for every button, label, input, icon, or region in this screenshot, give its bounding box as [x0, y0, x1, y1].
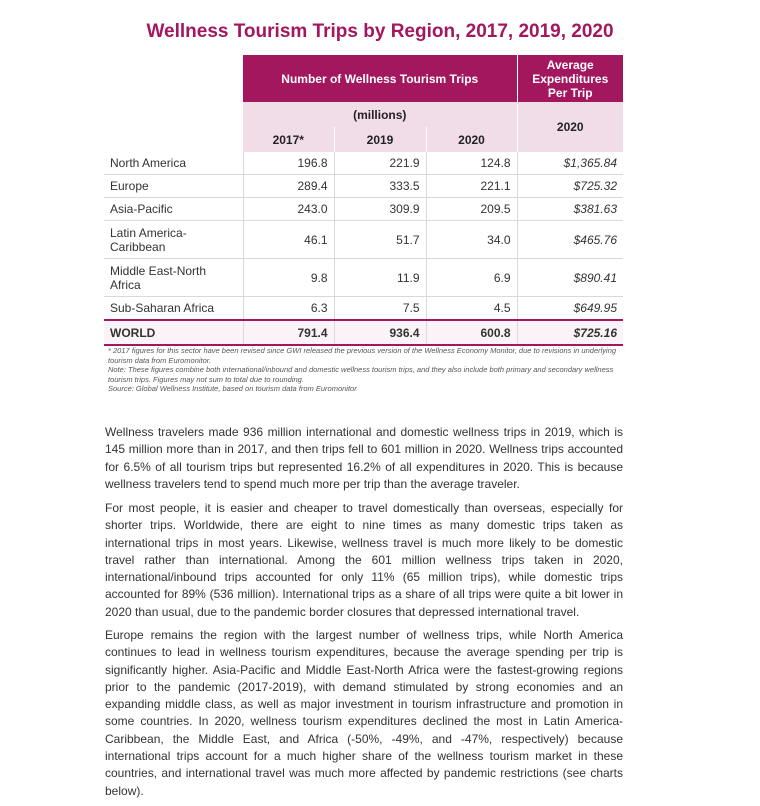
body-paragraph: Wellness travelers made 936 million international and domestic wellness trips in 2019, which is 145 million more than in 2017, and then trips fell to 601 million in 2020. Wellness trips accounted for 6.5% of all tourism trips but represented 16.2% of all expenditures in 2020. This is because wellness travelers tend to spend much more per trip than the average traveler.: [105, 425, 623, 491]
header-avg: Average Expenditures Per Trip: [517, 55, 623, 102]
region-label: Middle East-North Africa: [104, 259, 243, 297]
region-label: Sub-Saharan Africa: [104, 297, 243, 321]
value-2017: 9.8: [243, 259, 334, 297]
value-2020: 34.0: [426, 221, 517, 259]
value-avg: $649.95: [517, 297, 623, 321]
header-units: (millions): [243, 102, 517, 127]
body-paragraph: For most people, it is easier and cheaper to travel domestically than overseas, especially for shorter trips. Worldwide, there are eight to nine times as many domestic trips taken as international trips in most years. Likewise, wellness travel is much more likely to be domestic travel rather than international. Among the 601 million wellness trips taken in 2020, international/inbound trips accounted for only 11% (65 million trips), while domestic trips accounted for 89% (536 million). International trips as a share of all trips were quite a bit lower in 2020 than usual, due to the pandemic border closures that depressed international travel.: [105, 501, 623, 619]
value-2017: 196.8: [243, 152, 334, 175]
value-2020: 124.8: [426, 152, 517, 175]
region-label: Latin America-Caribbean: [104, 221, 243, 259]
value-2020: 4.5: [426, 297, 517, 321]
value-2020: 209.5: [426, 198, 517, 221]
value-avg: $725.16: [517, 320, 623, 345]
page-title: Wellness Tourism Trips by Region, 2017, 2019, 2020: [146, 21, 614, 42]
region-label: Europe: [104, 175, 243, 198]
value-avg: $725.32: [517, 175, 623, 198]
value-2020: 221.1: [426, 175, 517, 198]
value-avg: $381.63: [517, 198, 623, 221]
footnote-revision: * 2017 figures for this sector have been revised since GWI released the previous version of the Wellness Economy Monitor, due to revisions in underlying tourism data from Euromonitor.: [108, 346, 617, 365]
footnote-note: Note: These figures combine both international/inbound and domestic wellness tourism trips, and they also include both primary and secondary wellness tourism trips. Figures may not sum to total due to rounding.: [108, 365, 614, 384]
value-2017: 243.0: [243, 198, 334, 221]
body-paragraph: Europe remains the region with the largest number of wellness trips, while North America continues to lead in wellness tourism expenditures, because the average spending per trip is significantly higher. Asia-Pacific and Middle East-North Africa were the fastest-growing regions prior to the pandemic (2017-2019), with demand stimulated by strong economies and an expanding middle class, as well as major investment in tourism infrastructure and promotion in some countries. In 2020, wellness tourism expenditures declined the most in Latin America-Caribbean, the Middle East, and Africa (-50%, -49%, and -47%, respectively) because international trips account for a much higher share of the wellness tourism market in these countries, and international travel was much more affected by pandemic restrictions (see charts below).: [105, 628, 623, 798]
value-2020: 600.8: [426, 320, 517, 345]
header-year-2019: 2019: [334, 127, 426, 152]
value-avg: $465.76: [517, 221, 623, 259]
region-label: WORLD: [104, 320, 243, 345]
table-row: [104, 198, 623, 221]
value-2019: 221.9: [334, 152, 426, 175]
table-row: [104, 152, 623, 175]
value-2017: 289.4: [243, 175, 334, 198]
region-label: North America: [104, 152, 243, 175]
world-row: [104, 320, 623, 345]
header-trips: Number of Wellness Tourism Trips: [243, 55, 517, 102]
value-2019: 7.5: [334, 297, 426, 321]
value-2017: 46.1: [243, 221, 334, 259]
value-avg: $890.41: [517, 259, 623, 297]
header-blank: [104, 55, 243, 102]
header-avg-year: 2020: [517, 102, 623, 152]
value-2019: 936.4: [334, 320, 426, 345]
wellness-trips-table: [104, 55, 623, 346]
header-year-2020: 2020: [426, 127, 517, 152]
value-2019: 333.5: [334, 175, 426, 198]
table-row: [104, 259, 623, 297]
footnote-source: Source: Global Wellness Institute, based on tourism data from Euromonitor: [108, 384, 357, 393]
value-2017: 6.3: [243, 297, 334, 321]
table-row: [104, 221, 623, 259]
region-label: Asia-Pacific: [104, 198, 243, 221]
value-2019: 11.9: [334, 259, 426, 297]
value-2019: 309.9: [334, 198, 426, 221]
table-notes: [108, 346, 628, 394]
value-avg: $1,365.84: [517, 152, 623, 175]
header-year-2017: 2017*: [243, 127, 334, 152]
table-row: [104, 297, 623, 321]
value-2017: 791.4: [243, 320, 334, 345]
value-2020: 6.9: [426, 259, 517, 297]
value-2019: 51.7: [334, 221, 426, 259]
table-row: [104, 175, 623, 198]
